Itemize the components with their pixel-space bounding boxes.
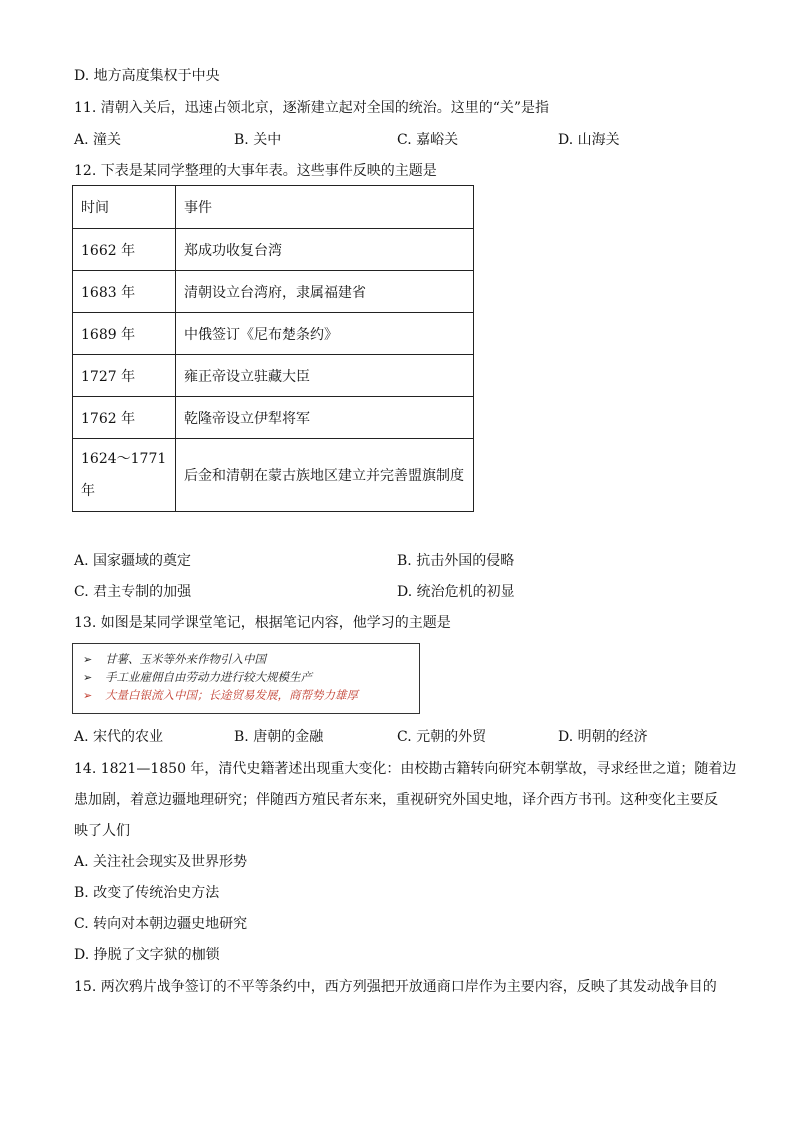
q11-option-a: A. 潼关 <box>74 132 122 148</box>
q13-option-b: B. 唐朝的金融 <box>234 729 324 745</box>
note-text: 大量白银流入中国；长途贸易发展，商帮势力雄厚 <box>105 688 358 702</box>
q11-option-b: B. 关中 <box>234 132 282 148</box>
class-notes-box <box>72 643 420 714</box>
q11-option-c: C. 嘉峪关 <box>397 132 459 148</box>
table-cell-year: 1624～1771 年 <box>73 439 176 512</box>
q13-option-d: D. 明朝的经济 <box>558 729 648 745</box>
table-cell-event: 中俄签订《尼布楚条约》 <box>176 313 474 355</box>
q12-option-b: B. 抗击外国的侵略 <box>397 553 515 569</box>
table-cell-event: 郑成功收复台湾 <box>176 229 474 271</box>
q15-stem: 15. 两次鸦片战争签订的不平等条约中，西方列强把开放通商口岸作为主要内容，反映了其发动战争目的 <box>74 979 717 995</box>
table-cell-year: 1762 年 <box>73 397 176 439</box>
table-row <box>73 229 474 271</box>
table-cell-year: 1662 年 <box>73 229 176 271</box>
note-text: 手工业雇佣自由劳动力进行较大规模生产 <box>105 670 312 684</box>
event-table <box>72 185 474 512</box>
q12-option-c: C. 君主专制的加强 <box>74 584 192 600</box>
q14-stem-line3: 映了人们 <box>74 823 130 839</box>
note-item <box>83 686 419 704</box>
table-cell-event: 雍正帝设立驻藏大臣 <box>176 355 474 397</box>
note-text: 甘薯、玉米等外来作物引入中国 <box>105 652 266 666</box>
arrow-bullet-icon: ➢ <box>83 689 93 702</box>
q11-stem: 11. 清朝入关后，迅速占领北京，逐渐建立起对全国的统治。这里的“关”是指 <box>74 100 550 116</box>
table-row <box>73 313 474 355</box>
q14-stem-line2: 患加剧，着意边疆地理研究；伴随西方殖民者东来，重视研究外国史地，译介西方书刊。这种变化主要反 <box>74 792 718 808</box>
q14-option-b: B. 改变了传统治史方法 <box>74 885 220 901</box>
q14-option-d: D. 挣脱了文字狱的枷锁 <box>74 947 220 963</box>
table-header-time: 时间 <box>73 186 176 229</box>
q14-option-a: A. 关注社会现实及世界形势 <box>74 854 248 870</box>
q13-option-c: C. 元朝的外贸 <box>397 729 487 745</box>
note-item <box>83 650 419 668</box>
q13-stem: 13. 如图是某同学课堂笔记，根据笔记内容，他学习的主题是 <box>74 615 451 631</box>
table-cell-event: 清朝设立台湾府，隶属福建省 <box>176 271 474 313</box>
table-header-row <box>73 186 474 229</box>
table-row <box>73 439 474 512</box>
table-cell-event: 后金和清朝在蒙古族地区建立并完善盟旗制度 <box>176 439 474 512</box>
table-row <box>73 355 474 397</box>
arrow-bullet-icon: ➢ <box>83 671 93 684</box>
q14-stem-line1: 14. 1821—1850 年，清代史籍著述出现重大变化：由校勘古籍转向研究本朝掌故，寻求经世之道；随着边 <box>74 761 737 777</box>
q10-option-d: D. 地方高度集权于中央 <box>74 68 220 84</box>
q11-option-d: D. 山海关 <box>558 132 620 148</box>
q14-option-c: C. 转向对本朝边疆史地研究 <box>74 916 248 932</box>
q12-option-a: A. 国家疆域的奠定 <box>74 553 192 569</box>
arrow-bullet-icon: ➢ <box>83 653 93 666</box>
table-row <box>73 271 474 313</box>
note-item <box>83 668 419 686</box>
q12-option-d: D. 统治危机的初显 <box>397 584 515 600</box>
q13-option-a: A. 宋代的农业 <box>74 729 164 745</box>
table-row <box>73 397 474 439</box>
table-cell-year: 1689 年 <box>73 313 176 355</box>
table-cell-year: 1683 年 <box>73 271 176 313</box>
table-cell-year: 1727 年 <box>73 355 176 397</box>
q12-stem: 12. 下表是某同学整理的大事年表。这些事件反映的主题是 <box>74 163 437 179</box>
table-cell-event: 乾隆帝设立伊犁将军 <box>176 397 474 439</box>
table-header-event: 事件 <box>176 186 474 229</box>
